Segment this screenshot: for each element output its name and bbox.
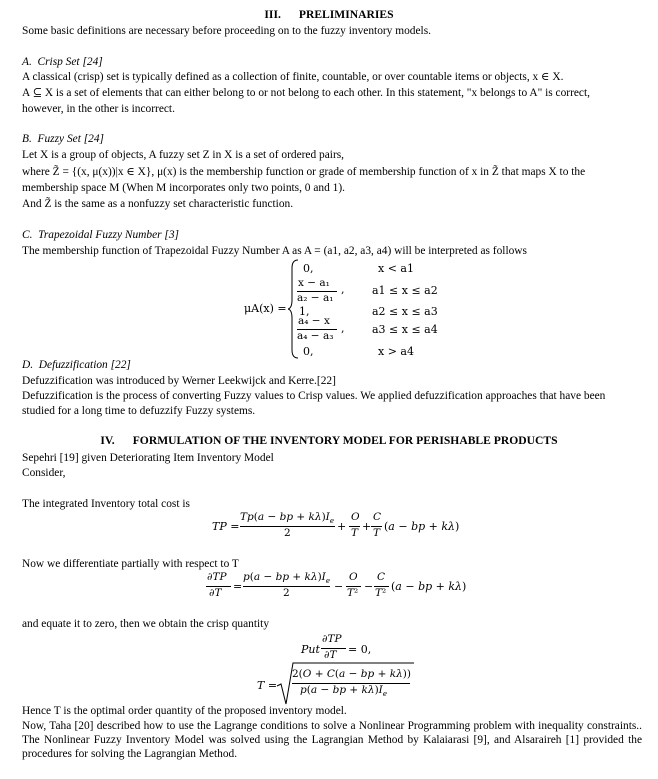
crisp-set-line-2: A ⊆ X is a set of elements that can either belong to or not belong to each other. In this statement, "x belongs to A" is correct,	[22, 87, 590, 99]
trapezoidal-intro: The membership function of Trapezoidal Fuzzy Number A as A = (a1, a2, a3, a4) will be interpreted as follows	[22, 245, 527, 257]
subsection-d-heading: D. Defuzzification [22]	[22, 359, 131, 371]
case-5-condition: x > a4	[378, 345, 414, 358]
put-num: ∂TP	[322, 633, 342, 645]
defuzz-line-3: studied for a long time to defuzzify Fuzzy systems.	[22, 405, 256, 417]
t-num: 2(O + C(a − bp + kλ))	[292, 668, 411, 680]
tp-plus-2: +	[362, 520, 372, 533]
differentiate-intro: Now we differentiate partially with respect to T	[22, 558, 239, 570]
subsection-c-heading: C. Trapezoidal Fuzzy Number [3]	[22, 229, 179, 241]
dtp-minus-2: −	[364, 580, 374, 593]
dtp-rhs-den: 2	[283, 587, 290, 599]
dtp-t2-2: T²	[375, 587, 387, 599]
case-1-value: 0,	[303, 262, 314, 275]
tp-den: 2	[284, 527, 291, 539]
dtp-minus-1: −	[334, 580, 344, 593]
dtp-c: C	[377, 571, 386, 583]
put-rhs: = 0,	[348, 643, 372, 656]
dtp-o: O	[349, 571, 358, 583]
section-heading-iv: IV. FORMULATION OF THE INVENTORY MODEL FOR PERISHABLE PRODUCTS	[100, 434, 558, 447]
equate-intro: and equate it to zero, then we obtain the crisp quantity	[22, 618, 270, 630]
put-den: ∂T	[324, 649, 337, 661]
fuzzy-set-line-1: Let X is a group of objects, A fuzzy set Z in X is a set of ordered pairs,	[22, 149, 345, 161]
case-2-condition: a1 ≤ x ≤ a2	[372, 284, 438, 297]
tp-t-2: T	[373, 527, 381, 539]
case-3-value: 1,	[299, 305, 310, 318]
defuzz-line-2: Defuzzification is the process of converting Fuzzy values to Crisp values. We applied defuzzification approaches that have been	[22, 390, 606, 402]
case-2-comma: ,	[341, 283, 345, 296]
membership-lhs: μA(x) =	[244, 302, 287, 315]
put-label: Put	[301, 643, 320, 656]
tp-c: C	[373, 511, 382, 523]
fuzzy-set-line-3: membership space M (When M incorporates only two points, 0 and 1).	[22, 182, 345, 194]
dtp-eq: =	[233, 580, 243, 593]
crisp-set-line-1: A classical (crisp) set is typically defined as a collection of finite, countable, or over countable items or objects, x ∈ X.	[22, 71, 564, 83]
intro-text: Some basic definitions are necessary before proceeding on to the fuzzy inventory models.	[22, 25, 431, 37]
fuzzy-set-line-4: And Z̃ is the same as a nonfuzzy set characteristic function.	[22, 198, 294, 210]
section-heading-iii: III. PRELIMINARIES	[264, 8, 394, 21]
dtp-tail: (a − bp + kλ)	[391, 580, 467, 593]
case-3-condition: a2 ≤ x ≤ a3	[372, 305, 438, 318]
tp-tail: (a − bp + kλ)	[384, 520, 460, 533]
model-intro-line-1: Sepehri [19] given Deteriorating Item Inventory Model	[22, 452, 274, 464]
subsection-a-heading: A. Crisp Set [24]	[22, 56, 103, 68]
model-intro-line-2: Consider,	[22, 467, 66, 479]
case-2-fraction: x − a₁	[298, 277, 330, 289]
t-lhs: T =	[257, 679, 278, 692]
fuzzy-set-line-2: where Z̃ = {(x, μ(x))|x ∈ X}, μ(x) is the membership function or grade of membership function of x in Z̃ that maps X to the	[22, 166, 586, 178]
subsection-b-heading: B. Fuzzy Set [24]	[22, 133, 104, 145]
case-4-numerator: a₄ − x	[298, 315, 330, 327]
case-2-denominator: a₂ − a₁	[297, 292, 334, 304]
optimal-order-text: Hence T is the optimal order quantity of the proposed inventory model.	[22, 705, 347, 717]
case-4-denominator: a₄ − a₃	[297, 330, 334, 342]
case-1-condition: x < a1	[378, 262, 414, 275]
case-4-comma: ,	[341, 322, 345, 335]
equation-tp: TP =	[212, 520, 240, 533]
case-5-value: 0,	[303, 345, 314, 358]
lagrange-paragraph: Now, Taha [20] described how to use the Lagrange conditions to solve a Nonlinear Programming problem with inequality constraints.. The Nonlinear Fuzzy Inventory Model was solved using the Lagrangian Method by Kalaiarasi [9], and Alsaraireh [1] provided the procedures for solving the Lagrangian Method.	[22, 720, 642, 760]
dtp-den: ∂T	[209, 587, 222, 599]
total-cost-intro: The integrated Inventory total cost is	[22, 498, 190, 510]
dtp-t2: T²	[347, 587, 359, 599]
dtp-num: ∂TP	[207, 571, 227, 583]
tp-plus-1: +	[337, 520, 347, 533]
case-4-condition: a3 ≤ x ≤ a4	[372, 323, 438, 336]
tp-num: Tp(a − bp + $k\lambda)I_e$	[240, 511, 334, 526]
tp-o: O	[351, 511, 360, 523]
tp-t: T	[351, 527, 359, 539]
dtp-rhs-num: p(a − bp + $k\lambda)I_e$	[243, 571, 330, 586]
defuzz-line-1: Defuzzification was introduced by Werner Leekwijck and Kerre.[22]	[22, 375, 336, 387]
t-den: p(a − bp + $k\lambda)I_e$	[300, 684, 387, 699]
crisp-set-line-3: however, in the other is incorrect.	[22, 103, 175, 115]
